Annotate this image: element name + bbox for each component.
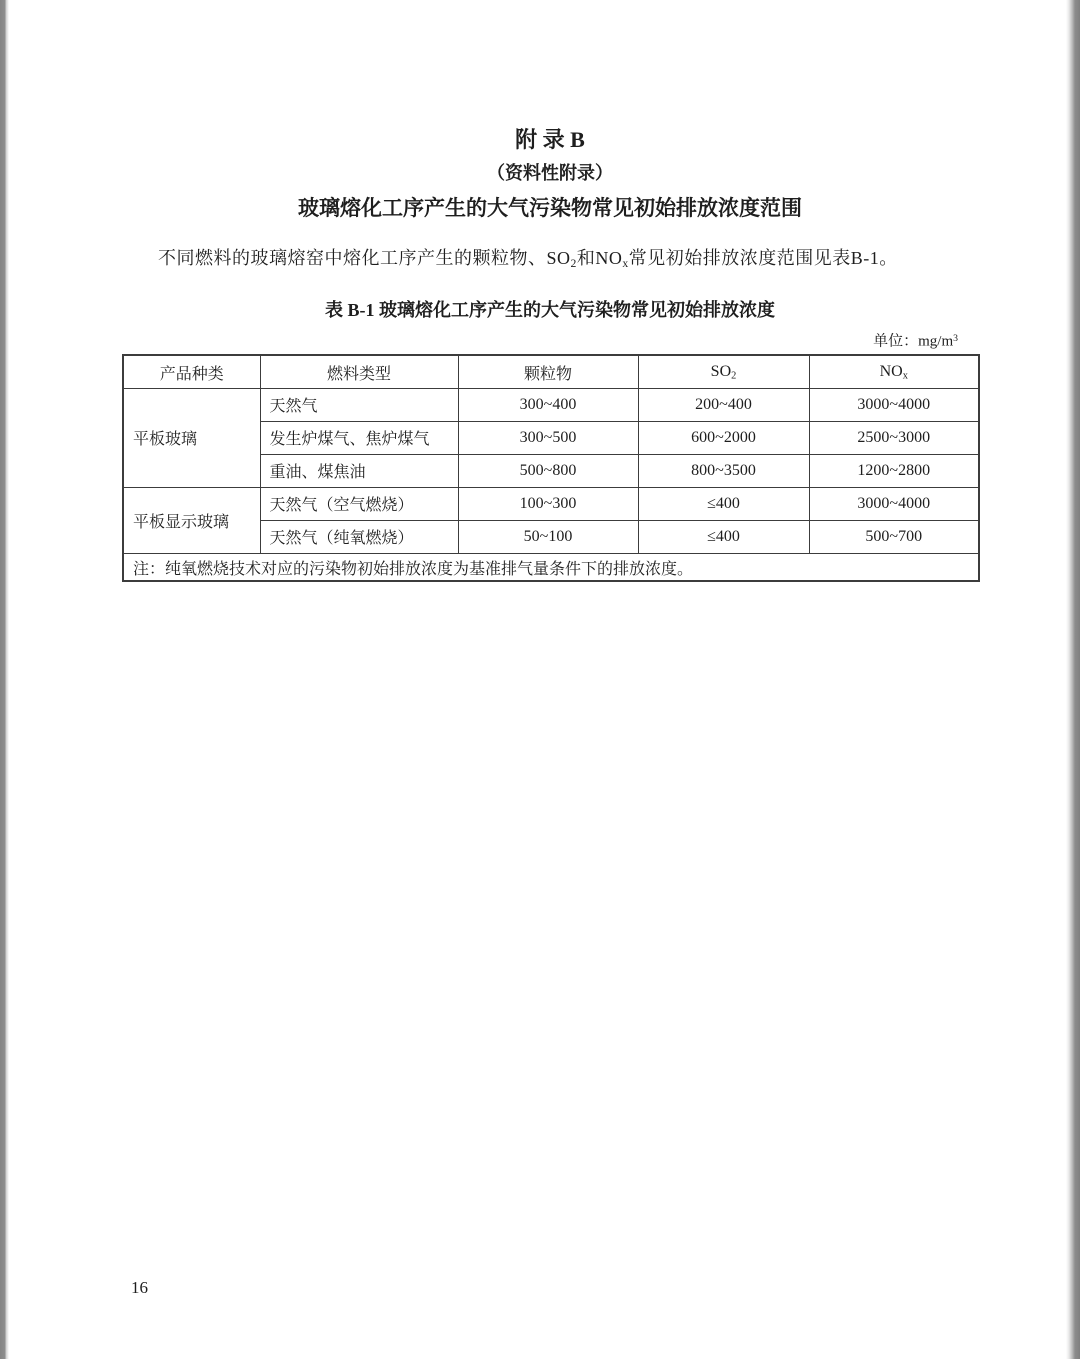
cell-fuel: 重油、煤焦油 xyxy=(260,454,458,487)
cell-fuel: 发生炉煤气、焦炉煤气 xyxy=(260,421,458,454)
paragraph-seg1: 不同燃料的玻璃熔窑中熔化工序产生的颗粒物、SO xyxy=(158,248,571,268)
cell-pm: 50~100 xyxy=(458,520,638,553)
unit-text: 单位：mg/m xyxy=(873,333,954,350)
cell-fuel: 天然气（纯氧燃烧） xyxy=(260,520,458,553)
cell-nox: 500~700 xyxy=(809,520,979,553)
cell-product-display-glass: 平板显示玻璃 xyxy=(123,487,260,553)
cell-fuel: 天然气 xyxy=(260,388,458,421)
paragraph-sub2: x xyxy=(622,256,629,270)
document-page xyxy=(122,0,978,582)
cell-pm: 300~400 xyxy=(458,388,638,421)
page-edge-left xyxy=(0,0,9,1359)
table-row xyxy=(123,388,979,421)
unit-sup: 3 xyxy=(953,332,958,344)
header-so2 xyxy=(638,355,809,388)
header-nox-sub: x xyxy=(902,370,908,382)
paragraph-sub1: 2 xyxy=(570,256,577,270)
table-row xyxy=(123,487,979,520)
cell-pm: 100~300 xyxy=(458,487,638,520)
table-note: 注：纯氧燃烧技术对应的污染物初始排放浓度为基准排气量条件下的排放浓度。 xyxy=(123,553,979,581)
cell-nox: 3000~4000 xyxy=(809,487,979,520)
cell-so2: 800~3500 xyxy=(638,454,809,487)
table-header-row xyxy=(123,355,979,388)
cell-nox: 1200~2800 xyxy=(809,454,979,487)
page-edge-right xyxy=(1066,0,1080,1359)
paragraph-seg3: 常见初始排放浓度范围见表B-1。 xyxy=(628,248,898,268)
table-note-row xyxy=(123,553,979,581)
cell-so2: 200~400 xyxy=(638,388,809,421)
section-heading: 玻璃熔化工序产生的大气污染物常见初始排放浓度范围 xyxy=(298,196,802,220)
header-product: 产品种类 xyxy=(123,355,260,388)
cell-product-flat-glass: 平板玻璃 xyxy=(123,388,260,487)
header-so2-sub: 2 xyxy=(731,370,737,382)
emissions-table xyxy=(122,354,980,582)
appendix-subtitle: （资料性附录） xyxy=(487,163,613,183)
page-number: 16 xyxy=(131,1278,148,1297)
cell-nox: 2500~3000 xyxy=(809,421,979,454)
unit-label xyxy=(122,329,978,351)
cell-nox: 3000~4000 xyxy=(809,388,979,421)
table-title: 表 B-1 玻璃熔化工序产生的大气污染物常见初始排放浓度 xyxy=(325,299,775,320)
header-so2-base: SO xyxy=(710,362,732,380)
appendix-title: 附 录 B xyxy=(515,127,585,152)
header-nox-base: NO xyxy=(879,362,903,380)
cell-fuel: 天然气（空气燃烧） xyxy=(260,487,458,520)
header-fuel: 燃料类型 xyxy=(260,355,458,388)
body-paragraph xyxy=(122,245,978,277)
cell-pm: 500~800 xyxy=(458,454,638,487)
cell-pm: 300~500 xyxy=(458,421,638,454)
header-nox xyxy=(809,355,979,388)
cell-so2: ≤400 xyxy=(638,487,809,520)
header-pm: 颗粒物 xyxy=(458,355,638,388)
paragraph-seg2: 和NO xyxy=(576,248,623,268)
cell-so2: ≤400 xyxy=(638,520,809,553)
cell-so2: 600~2000 xyxy=(638,421,809,454)
